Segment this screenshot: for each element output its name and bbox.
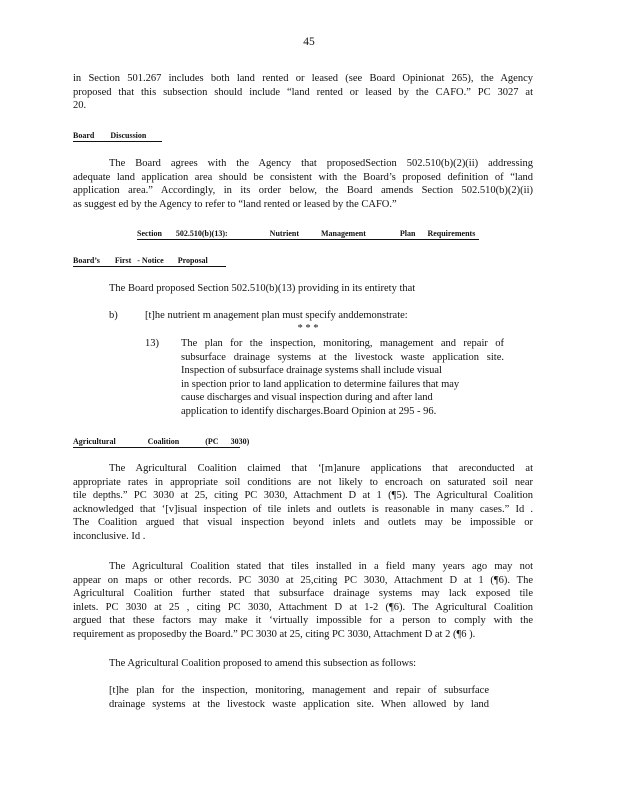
heading-word: Nutrient [269, 229, 299, 238]
text-line: Agricultural Coalition further stated that subsurface drainage systems may lack exposed tile [73, 588, 533, 599]
text-line: application to identify discharges.Board Opinion at 295 - 96. [181, 405, 437, 417]
paragraph-board-proposed [73, 282, 533, 296]
text-line: The Agricultural Coalition claimed that ‘[m]anure applications that areconducted at [109, 463, 533, 474]
heading-word: Board [73, 131, 95, 140]
text-line: in spection prior to land application to determine failures that may [181, 378, 460, 390]
text-line: The Agricultural Coalition proposed to amend this subsection as follows: [109, 658, 417, 669]
paragraph-coalition-stated [73, 560, 533, 641]
text-line: as suggest ed by the Agency to refer to “land rented or leased by the CAFO.” [73, 198, 397, 210]
text-line: application area.” Accordingly, in its order below, the Board amends Section 502.510(b)(2)(ii) [73, 185, 533, 196]
text-line: subsurface drainage systems at the livestock waste application site. [181, 351, 504, 363]
list-item-b [73, 309, 533, 323]
list-text: [t]he nutrient m anagement plan must specify anddemonstrate: [145, 310, 408, 321]
text-line: acknowledged that ‘[v]isual inspection of tile inlets and outlets is reasonable in many cases.” Id . [73, 503, 533, 515]
block-quote [109, 684, 489, 711]
heading-word: - Notice [137, 256, 164, 265]
text-line: tile depths.” PC 3030 at 25, citing PC 3030, Attachment D at 1 (¶5). The Agricultural Coalition [73, 490, 533, 501]
list-label: b) [109, 310, 118, 321]
text-line: argued that these factors may make it ‘virtually impossible for a person to comply with the [73, 615, 533, 626]
text-line: [t]he plan for the inspection, monitoring, management and repair of subsurface [109, 685, 489, 696]
list-item-13 [181, 337, 504, 418]
text-line: proposed that this subsection should include “land rented or leased by the CAFO.” PC 3027 at [73, 86, 533, 98]
heading-first-notice-proposal [73, 256, 226, 267]
text-line: appropriate rates in appropriate soil conditions are not likely to encroach on saturated soil near [73, 476, 533, 488]
heading-word: Coalition [147, 437, 180, 446]
text-line: The Agricultural Coalition stated that tiles installed in a field many years ago may not [109, 561, 533, 572]
section-heading [137, 229, 479, 240]
heading-word: 3030) [230, 437, 250, 446]
paragraph-intro [73, 72, 533, 113]
heading-board-discussion [73, 131, 162, 142]
text-line: adequate land application area should be consistent with the Board’s proposed definition of “land [73, 171, 533, 183]
heading-word: (PC [205, 437, 219, 446]
text-line: cause discharges and visual inspection during and after land [181, 392, 433, 403]
text-line: appear on maps or other records. PC 3030 at 25,citing PC 3030, Attachment D at 1 (¶6). The [73, 574, 533, 586]
list-label-13: 13) [145, 338, 159, 349]
page-number: 45 [303, 36, 315, 48]
heading-word: Board’s [73, 256, 100, 265]
paragraph-coalition-claimed [73, 462, 533, 543]
text-line: in Section 501.267 includes both land rented or leased (see Board Opinionat 265), the Agency [73, 73, 533, 84]
heading-word: Plan [399, 229, 416, 238]
text-line: 20. [73, 100, 87, 111]
text-line: The plan for the inspection, monitoring, management and repair of [181, 338, 504, 349]
heading-word: Requirements [427, 229, 476, 238]
text-line: inlets. PC 3030 at 25 , citing PC 3030, Attachment D at 1-2 (¶6). The Agricultural Coalition [73, 601, 533, 613]
text-line: The Board proposed Section 502.510(b)(13) providing in its entirety that [109, 283, 416, 294]
heading-word: Proposal [177, 256, 208, 265]
heading-word: Discussion [110, 131, 147, 140]
text-line: drainage systems at the livestock waste application site. When allowed by land [109, 698, 489, 710]
heading-word: First [114, 256, 132, 265]
text-line: The Board agrees with the Agency that proposedSection 502.510(b)(2)(ii) addressing [109, 158, 533, 169]
text-line: requirement as proposedby the Board.” PC 3030 at 25, citing PC 3030, Attachment D at 2 (¶6 ). [73, 628, 476, 640]
text-line: Inspection of subsurface drainage systems shall include visual [181, 365, 442, 376]
heading-word: 502.510(b)(13): [175, 229, 228, 238]
text-line: inconclusive. Id . [73, 530, 146, 542]
paragraph-coalition-proposed [73, 657, 533, 671]
paragraph-board-agrees [73, 157, 533, 211]
heading-word: Section [137, 229, 162, 238]
ellipsis: * * * [297, 323, 319, 334]
heading-agricultural-coalition [73, 437, 250, 448]
text-line: The Coalition argued that visual inspection beyond inlets and outlets may be impossible or [73, 517, 533, 528]
heading-word: Management [321, 229, 366, 238]
heading-word: Agricultural [73, 437, 116, 446]
